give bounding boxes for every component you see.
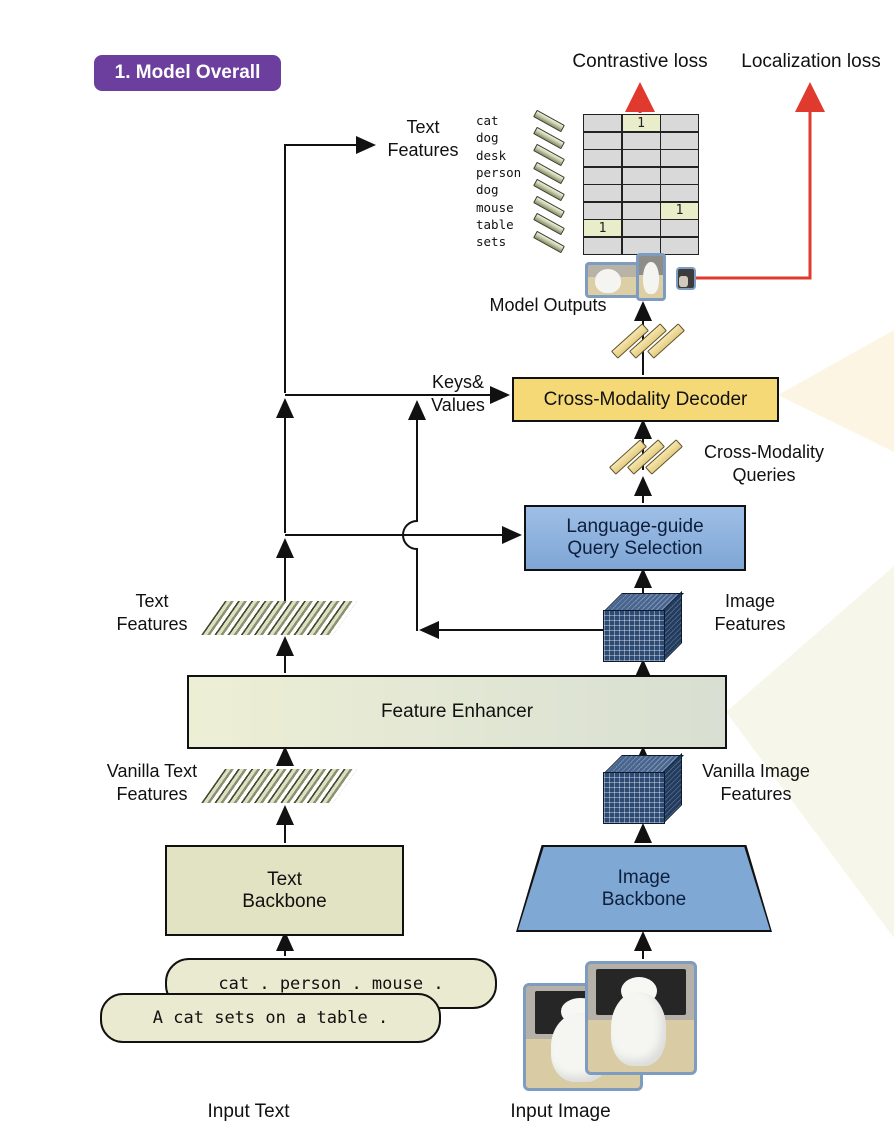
- word-row: [476, 147, 565, 164]
- vanilla-text-features-label: Vanilla Text Features: [106, 761, 198, 805]
- text-backbone-block: Text Backbone: [165, 845, 404, 936]
- word-label: cat: [476, 113, 499, 129]
- cross-modality-decoder-label: Cross-Modality Decoder: [543, 388, 748, 410]
- localization-loss-label: Localization loss: [741, 51, 881, 72]
- input-text-label: Input Text: [207, 1101, 290, 1122]
- matrix-cell: [661, 150, 698, 166]
- matrix-cell: 1: [623, 115, 660, 131]
- text-features-icon: [201, 601, 357, 635]
- section-badge-label: 1. Model Overall: [114, 62, 261, 83]
- keys-values-label: Keys& Values: [431, 372, 485, 416]
- localization-loss-arrow: [694, 88, 810, 278]
- feature-enhancer-block: [187, 675, 727, 749]
- matrix-cell: [661, 185, 698, 201]
- word-label: sets: [476, 234, 507, 250]
- matrix-cell: [623, 220, 660, 236]
- matrix-cell: [584, 150, 621, 166]
- matrix-cell: 1: [584, 220, 621, 236]
- input-image-photo-front: [585, 961, 697, 1075]
- matrix-cell: [584, 203, 621, 219]
- matrix-cell: [584, 168, 621, 184]
- matrix-cell: [584, 115, 621, 131]
- output-crop-tiny: [676, 267, 696, 290]
- matrix-cell: [623, 133, 660, 149]
- word-row: [476, 112, 565, 129]
- word-label: person: [476, 165, 522, 181]
- word-label: mouse: [476, 199, 514, 215]
- contrastive-loss-label: Contrastive loss: [572, 51, 708, 72]
- cross-modality-decoder-block: [512, 377, 779, 422]
- image-features-cube-icon: [603, 593, 683, 660]
- matrix-cell: [661, 115, 698, 131]
- word-label: desk: [476, 147, 507, 163]
- matrix-cell: [661, 220, 698, 236]
- matrix-cell: [584, 238, 621, 254]
- word-row: [476, 129, 565, 146]
- word-row: [476, 198, 565, 215]
- matrix-cell: [623, 150, 660, 166]
- language-guide-query-selection-block: Language-guide Query Selection: [524, 505, 746, 571]
- output-crop-wide: [585, 262, 639, 298]
- word-label: table: [476, 216, 514, 232]
- matrix-cell: [584, 185, 621, 201]
- image-features-label: Image Features: [714, 591, 786, 635]
- word-row: [476, 216, 565, 233]
- matrix-cell: 1: [661, 203, 698, 219]
- model-outputs-label: Model Outputs: [489, 295, 607, 315]
- feature-enhancer-label: Feature Enhancer: [380, 701, 534, 722]
- text-features-label: Text Features: [116, 591, 188, 635]
- matrix-cell: [661, 133, 698, 149]
- word-row: [476, 164, 565, 181]
- matrix-cell: [623, 168, 660, 184]
- vanilla-text-features-icon: [201, 769, 357, 803]
- input-image-label: Input Image: [510, 1101, 611, 1122]
- cross-modality-queries-icon: [605, 437, 679, 475]
- matrix-cell: [623, 238, 660, 254]
- image-backbone-block: Image Backbone: [516, 845, 772, 932]
- word-row: [476, 181, 565, 198]
- word-row: [476, 233, 565, 250]
- text-features-top-label: Text Features: [387, 117, 459, 161]
- matrix-cell: [584, 133, 621, 149]
- output-crop-tall: [636, 253, 666, 301]
- word-label: dog: [476, 182, 499, 198]
- phrase-word-list: [476, 112, 565, 250]
- matrix-cell: [623, 185, 660, 201]
- vanilla-image-features-cube-icon: [603, 755, 683, 822]
- section-badge: [94, 55, 281, 91]
- decoder-output-queries-icon: [607, 321, 681, 359]
- vanilla-image-features-label: Vanilla Image Features: [702, 761, 810, 805]
- input-text-bubble-1: cat . person . mouse .: [165, 958, 497, 1009]
- matrix-cell: [661, 168, 698, 184]
- cross-modality-queries-label: Cross-Modality Queries: [703, 442, 825, 486]
- word-region-similarity-matrix: [583, 114, 699, 255]
- decoder-highlight-wedge: [778, 330, 894, 452]
- matrix-cell: [623, 203, 660, 219]
- input-text-bubble-2: A cat sets on a table .: [100, 993, 441, 1043]
- word-label: dog: [476, 130, 499, 146]
- matrix-cell: [661, 238, 698, 254]
